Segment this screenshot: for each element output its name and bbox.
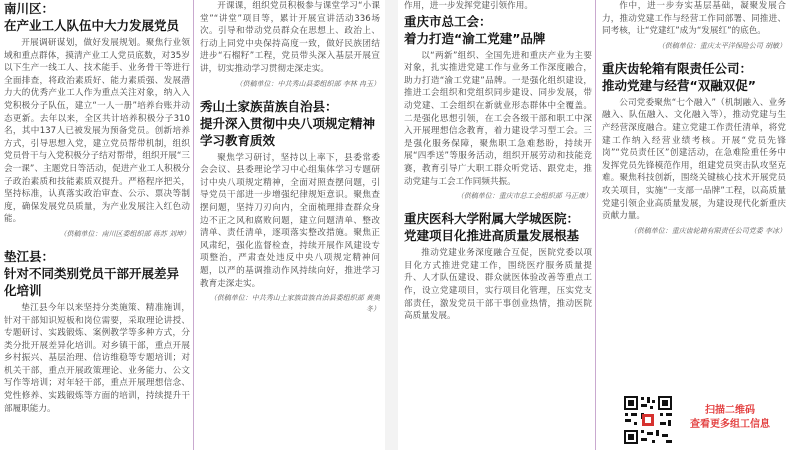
subheadline-gearbox: 推动党建与经营“双融双促” — [602, 77, 756, 93]
subheadline-zonggonghui: 着力打造“渝工党建”品牌 — [404, 30, 546, 46]
qr-caption-line1: 扫描二维码 — [705, 405, 755, 416]
body-continued-left: 开课课，组织党员积极参与课堂学习“小课堂”“讲堂”项目等，累计开展宣讲活动336场次。引导和带动党员群众在思想上、政治上、行动上同党中央保持高度一致，做好民族团结进步“石榴籽”工程，党员带头深入基层开展宣讲，切实推动学习贯彻走深走实。 — [200, 1, 380, 74]
article-continued-right — [602, 0, 786, 52]
article-xiushan — [200, 98, 380, 316]
headline-zonggonghui: 重庆市总工会： — [404, 13, 492, 29]
headline-hospital: 重庆医科大学附属大学城医院： — [404, 211, 580, 227]
qr-caption — [680, 404, 780, 432]
left-column-2 — [200, 0, 380, 323]
top-fragment: 作用，进一步发挥党建引领作用。 — [404, 1, 533, 11]
headline-xiushan: 秀山土家族苗族自治县： — [200, 98, 338, 114]
page-gutter — [385, 0, 398, 450]
headline-nanchuan: 南川区： — [4, 1, 55, 16]
article-continued-left — [200, 0, 380, 90]
left-column-1 — [4, 0, 190, 419]
source-continued-left: （供稿单位：中共秀山县委组织部 李林 冉玉） — [235, 79, 380, 88]
column-divider — [595, 0, 596, 450]
body-nanchuan: 开展调研谋划，做好发展规划。聚焦行业领域和重点群体，摸清产业工人党员底数，对35岁以下生产一线工人、技术能手、业务骨干等进行全面排查，将政治素质好、能力素质强、发展潜力大的优秀产业工人作为重点关注对象，纳入入党积极分子队伍，建立“一人一册”培养台账并动态更新。去年以来，全区共计培养积极分子310名，其中137人已被发展为预备党员。创新培养方式，引导思想入党，建立党员帮带机制，组织党员骨干与入党积极分子结对帮带，组织开展“三会一课”、主题党日等活动，促进产业工人积极分子政治素质和技能素质双提升。严格程序把关，坚持标准，认真落实政治审查、公示、票决等制度，确保发展党员质量，为产业发展注入红色动能。 — [4, 38, 190, 225]
qr-caption-line2: 查看更多组工信息 — [690, 419, 770, 430]
subheadline-dianjiang: 针对不同类别党员干部开展差异化培训 — [4, 265, 180, 298]
body-continued-right: 作中，进一步夯实基层基础，凝聚发展合力，推动党建工作与经营工作同部署、同推进、同考核，让“党建红”成为“发展红”的底色。 — [602, 1, 786, 37]
qr-code-icon[interactable] — [622, 394, 674, 446]
right-newspaper-page — [398, 0, 790, 450]
body-dianjiang: 垫江县今年以来坚持分类施策、精准施训，针对干部知识短板和岗位需要，采取理论讲授、专题研讨、实践锻炼、案例教学等多种方式，分类分批开展差异化培训。对乡镇干部，重点开展乡村振兴、基层治理、信访维稳等专题培训；对机关干部，重点开展政策理论、业务能力、公文写作等培训；对年轻干部，重点开展理想信念、党性修养、实践锻炼等方面的培训，持续提升干部履职能力。 — [4, 302, 190, 414]
source-zonggonghui: （供稿单位：重庆市总工会组织部 马正康） — [456, 192, 592, 201]
article-zonggonghui — [404, 13, 592, 203]
source-nanchuan: （供稿单位：南川区委组织部 蒋苏 刘坤） — [59, 229, 190, 238]
article-hospital — [404, 210, 592, 323]
subheadline-hospital: 党建项目化推进高质量发展根基 — [404, 228, 580, 244]
body-hospital: 推动党建业务深度融合互促，医院党委以项目化方式推进党建工作，围绕医疗服务质量提升、人才队伍建设、群众就医体验改善等重点工作，设立党建项目，实行项目化管理，压实党支部责任，激发党员干部干事创业热情，推动医院高质量发展。 — [404, 248, 592, 322]
right-column-2 — [602, 0, 786, 388]
article-nanchuan — [4, 0, 190, 240]
source-xiushan: （供稿单位：中共秀山土家族苗族自治县委组织部 黄奥冬） — [209, 294, 380, 314]
left-newspaper-page — [0, 0, 385, 450]
article-gearbox — [602, 60, 786, 237]
body-xiushan: 聚焦学习研讨，坚持以上率下，县委常委会会议、县委理论学习中心组集体学习专题研讨中央八项规定精神，全面对照查摆问题，引导党员干部进一步增强纪律规矩意识。聚焦查摆问题，坚持刀刃向内，全面梳理排查群众身边不正之风和腐败问题，建立问题清单、整改清单、责任清单，逐项落实整改措施。聚焦正风肃纪，强化监督检查，持续开展作风建设专项整治，严肃查处违反中央八项规定精神问题，以严的基调推动作风持续向好，推进学习教育走深走实。 — [200, 152, 380, 289]
subheadline-xiushan: 提升深入贯彻中央八项规定精神学习教育质效 — [200, 115, 376, 148]
article-dianjiang — [4, 248, 190, 415]
right-column-1 — [404, 0, 592, 327]
headline-dianjiang: 垫江县： — [4, 248, 55, 264]
body-zonggonghui: 以“两新”组织、全国先进和重庆产业为主要对象，扎实推进党建工作与业务工作深度融合，助力打造“渝工党建”品牌。一是强化组织建设，推进工会组织和党组织同步建设、同步发展，带动党建、工会组织在新就业形态群体中全覆盖。二是强化思想引领，在工会各级干部和职工中深入开展理想信念教育，着力建设学习型工会。三是强化服务保障，聚焦职工急难愁盼，持续开展“四季送”等服务活动，组织开展劳动和技能竞赛，教育引导广大职工群众听党话、跟党走，推动党建与工会工作同频共振。 — [404, 50, 592, 187]
subheadline-nanchuan: 在产业工人队伍中大力发展党员 — [4, 18, 180, 33]
body-gearbox: 公司党委聚焦“七个融入”（机制融入、业务融入、队伍融入、文化融入等），推动党建与生产经营深度融合。建立党建工作责任清单，将党建工作纳入经营业绩考核。开展“党员先锋岗”“党员责任区”创建活动，在急难险重任务中发挥党员先锋模范作用，组建党员突击队攻坚克难。聚焦科技创新，围绕关键核心技术开展党员攻关项目，实施“一支部一品牌”工程，以高质量党建引领企业高质量发展，为建设现代化新重庆贡献力量。 — [602, 97, 786, 222]
column-divider — [193, 0, 194, 450]
source-gearbox: （供稿单位：重庆齿轮箱有限责任公司党委 李冰） — [629, 226, 786, 235]
headline-gearbox: 重庆齿轮箱有限责任公司： — [602, 60, 753, 76]
source-continued-right: （供稿单位：重庆太平洋保险公司 胡敏） — [657, 41, 786, 50]
